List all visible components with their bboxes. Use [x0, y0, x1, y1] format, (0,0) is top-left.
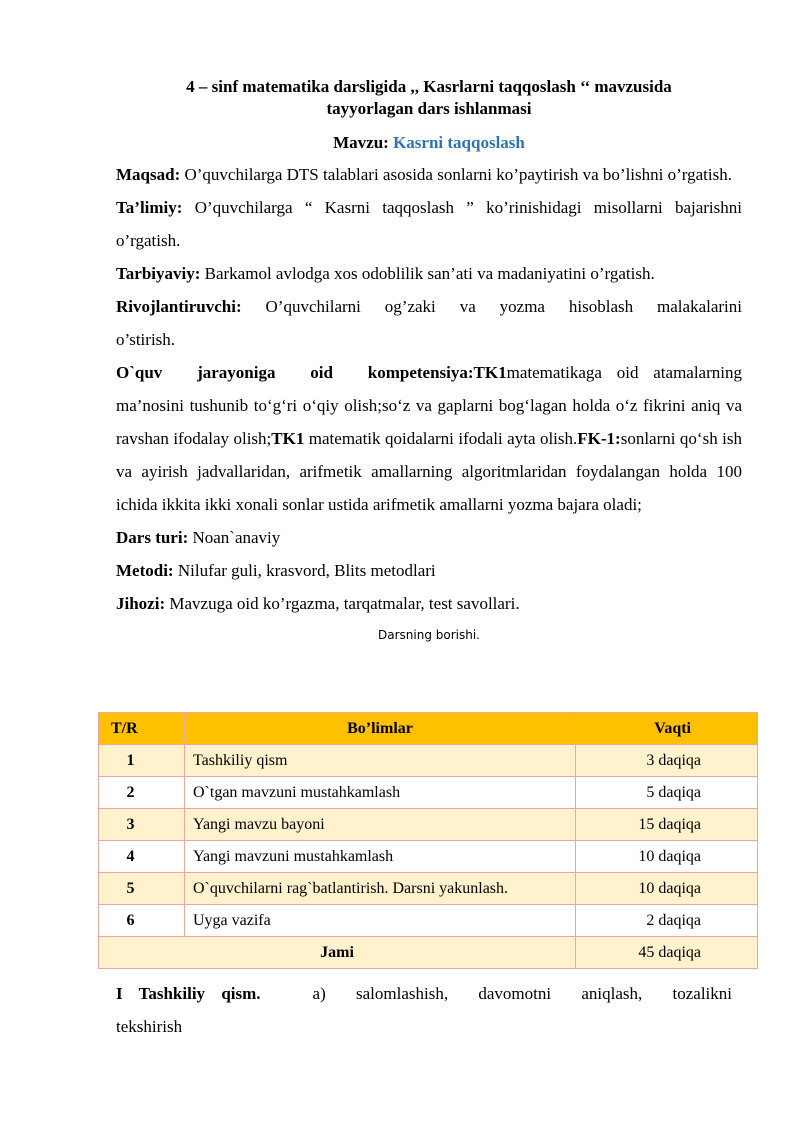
total-time: 45 daqiqa: [576, 937, 758, 969]
row-section: O`quvchilarni rag`batlantirish. Darsni yakunlash.: [185, 873, 576, 905]
jihozi-label: Jihozi:: [116, 594, 166, 613]
dars-turi-label: Dars turi:: [116, 528, 189, 547]
row-time: 3 daqiqa: [576, 745, 758, 777]
table-row: [99, 873, 758, 905]
row-section: O`tgan mavzuni mustahkamlash: [185, 777, 576, 809]
table-row: [99, 841, 758, 873]
title-line-2: tayyorlagan dars ishlanmasi: [326, 99, 532, 118]
row-number: 1: [99, 745, 185, 777]
topic-value: Kasrni taqqoslash: [393, 133, 525, 152]
document-title: [139, 76, 719, 120]
fk1-label: FK-1:: [577, 429, 621, 448]
maqsad-paragraph: [116, 158, 742, 191]
metodi-label: Metodi:: [116, 561, 174, 580]
dars-turi-text: Noan`anaviy: [188, 528, 281, 547]
header-vaqti: Vaqti: [576, 713, 758, 745]
tk1-label-2: TK1: [271, 429, 305, 448]
talimiy-label: Ta’limiy:: [116, 198, 183, 217]
row-number: 5: [99, 873, 185, 905]
tk1-label-1: TK1: [473, 363, 507, 382]
jihozi-text: Mavzuga oid ko’rgazma, tarqatmalar, test savollari.: [165, 594, 520, 613]
tashkiliy-section: [116, 977, 732, 1043]
kompetensiya-label: O`quv jarayoniga oid kompetensiya:: [116, 363, 474, 382]
tashkiliy-paragraph: [116, 977, 732, 1043]
document-body: [116, 76, 742, 644]
row-section: Uyga vazifa: [185, 905, 576, 937]
kompetensiya-text-1: matematikaga oid atamalarning ma’nosini tushunib to‘g‘ri o‘qiy olish;so‘z va gaplarni bog‘lagan holda o‘z fikrini aniq va ravshan ifodalay olish;: [116, 363, 742, 448]
row-time: 5 daqiqa: [576, 777, 758, 809]
row-number: 4: [99, 841, 185, 873]
tarbiyaviy-label: Tarbiyaviy:: [116, 264, 201, 283]
tashkiliy-text: a) salomlashish, davomotni aniqlash, tozalikni tekshirish: [116, 984, 732, 1036]
header-tr: T/R: [99, 713, 185, 745]
table-caption: Darsning borishi.: [378, 628, 480, 642]
topic-label: Mavzu:: [333, 133, 389, 152]
row-time: 15 daqiqa: [576, 809, 758, 841]
metodi-paragraph: [116, 554, 742, 587]
maqsad-label: Maqsad:: [116, 165, 181, 184]
kompetensiya-paragraph: [116, 356, 742, 521]
row-time: 10 daqiqa: [576, 841, 758, 873]
row-section: Tashkiliy qism: [185, 745, 576, 777]
row-number: 2: [99, 777, 185, 809]
rivojlantiruvchi-label: Rivojlantiruvchi:: [116, 297, 242, 316]
tashkiliy-label: I Tashkiliy qism.: [116, 984, 261, 1003]
tarbiyaviy-paragraph: [116, 257, 742, 290]
table-row: [99, 745, 758, 777]
metodi-text: Nilufar guli, krasvord, Blits metodlari: [173, 561, 436, 580]
tarbiyaviy-text: Barkamol avlodga xos odoblilik san’ati va madaniyatini o’rgatish.: [200, 264, 655, 283]
row-section: Yangi mavzu bayoni: [185, 809, 576, 841]
kompetensiya-text-2: matematik qoidalarni ifodali ayta olish.: [304, 429, 578, 448]
row-time: 10 daqiqa: [576, 873, 758, 905]
title-line-1: 4 – sinf matematika darsligida ,, Kasrlarni taqqoslash ‘‘ mavzusida: [186, 77, 672, 96]
lesson-plan-table: [98, 712, 758, 969]
talimiy-paragraph: [116, 191, 742, 257]
rivojlantiruvchi-text: O’quvchilarni og’zaki va yozma hisoblash malakalarini o’stirish.: [116, 297, 742, 349]
table-row: [99, 809, 758, 841]
jihozi-paragraph: [116, 587, 742, 620]
row-time: 2 daqiqa: [576, 905, 758, 937]
row-number: 6: [99, 905, 185, 937]
table-header-row: [99, 713, 758, 745]
total-label: Jami: [99, 937, 576, 969]
table-row: [99, 905, 758, 937]
header-bolimlar: Bo’limlar: [185, 713, 576, 745]
rivojlantiruvchi-paragraph: [116, 290, 742, 356]
kompetensiya-text-3: sonlarni qo‘sh ish va ayirish jadvallaridan, arifmetik amallarning algoritmlaridan foydalangan holda 100 ichida ikkita ikki xonali sonlar ustida arifmetik amallarni yozma bajara oladi;: [116, 429, 742, 514]
row-number: 3: [99, 809, 185, 841]
talimiy-text: O’quvchilarga “ Kasrni taqqoslash ” ko’rinishidagi misollarni bajarishni o’rgatish.: [116, 198, 742, 250]
table-row: [99, 777, 758, 809]
table-total-row: [99, 937, 758, 969]
row-section: Yangi mavzuni mustahkamlash: [185, 841, 576, 873]
maqsad-text: O’quvchilarga DTS talablari asosida sonlarni ko’paytirish va bo’lishni o’rgatish.: [180, 165, 732, 184]
dars-turi-paragraph: [116, 521, 742, 554]
topic-line: [116, 132, 742, 154]
